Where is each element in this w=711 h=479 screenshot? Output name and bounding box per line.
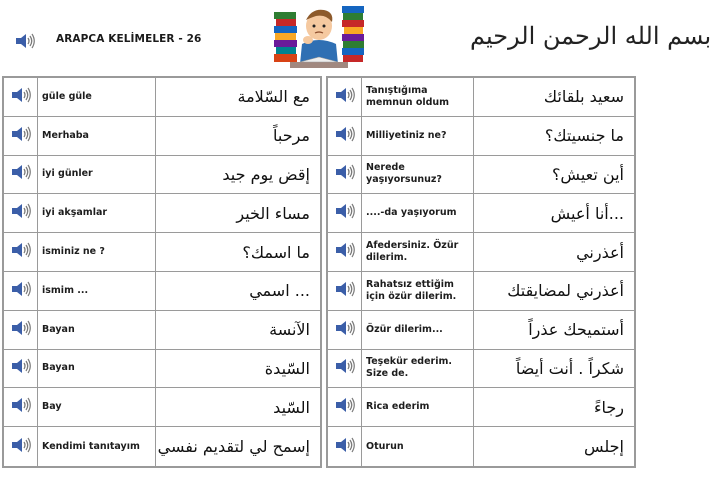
table-row	[328, 311, 634, 350]
turkish-phrase: Tanıştığıma memnun oldum	[366, 84, 450, 108]
audio-cell	[4, 233, 38, 271]
arabic-phrase: مع السّلامة	[237, 87, 310, 107]
turkish-phrase: Özür dilerim...	[366, 323, 443, 335]
basmala-calligraphy: بسم الله الرحمن الرحيم	[470, 22, 711, 50]
speaker-icon[interactable]	[10, 395, 32, 419]
audio-cell	[328, 388, 362, 426]
table-row	[328, 350, 634, 389]
arabic-cell	[474, 156, 632, 194]
audio-cell	[328, 350, 362, 388]
turkish-phrase: Rahatsız ettiğim için özür dilerim.	[366, 278, 457, 302]
turkish-phrase: ismim ...	[42, 284, 89, 296]
turkish-cell	[362, 272, 474, 310]
arabic-cell	[474, 311, 632, 349]
speaker-icon[interactable]	[10, 85, 32, 109]
table-row	[328, 272, 634, 311]
speaker-icon[interactable]	[10, 356, 32, 380]
audio-cell	[4, 194, 38, 232]
audio-cell	[4, 156, 38, 194]
table-row	[4, 350, 320, 389]
audio-cell	[4, 350, 38, 388]
speaker-icon[interactable]	[10, 201, 32, 225]
table-row	[4, 156, 320, 195]
turkish-cell	[362, 311, 474, 349]
turkish-cell	[38, 194, 156, 232]
table-row	[4, 194, 320, 233]
arabic-phrase: ما اسمك؟	[242, 242, 310, 262]
turkish-phrase: Rica ederim	[366, 401, 430, 413]
turkish-phrase: iyi günler	[42, 168, 93, 180]
arabic-phrase: أعذرني لمضايقتك	[507, 281, 624, 301]
arabic-phrase: مرحباً	[273, 126, 310, 146]
speaker-icon[interactable]	[334, 395, 356, 419]
page-title: ARAPCA KELİMELER - 26	[56, 33, 202, 45]
turkish-cell	[38, 427, 156, 466]
turkish-cell	[38, 388, 156, 426]
arabic-cell	[156, 388, 318, 426]
arabic-phrase: إسمح لي لتقديم نفسي	[157, 437, 310, 457]
turkish-cell	[362, 78, 474, 116]
arabic-cell	[156, 156, 318, 194]
speaker-icon[interactable]	[334, 124, 356, 148]
speaker-icon[interactable]	[334, 240, 356, 264]
table-row	[4, 427, 320, 466]
table-row	[328, 233, 634, 272]
turkish-phrase: güle güle	[42, 90, 92, 102]
turkish-cell	[362, 156, 474, 194]
speaker-icon[interactable]	[334, 356, 356, 380]
arabic-phrase: مساء الخير	[236, 203, 310, 223]
speaker-icon[interactable]	[334, 435, 356, 459]
turkish-phrase: Bayan	[42, 362, 75, 374]
arabic-phrase: الآنسة	[269, 320, 310, 340]
speaker-icon[interactable]	[10, 124, 32, 148]
arabic-cell	[156, 427, 318, 466]
arabic-cell	[156, 78, 318, 116]
audio-cell	[328, 194, 362, 232]
arabic-phrase: شكراً . أنت أيضاً	[515, 358, 624, 378]
arabic-cell	[474, 194, 632, 232]
speaker-icon[interactable]	[334, 162, 356, 186]
arabic-cell	[156, 350, 318, 388]
turkish-phrase: ....-da yaşıyorum	[366, 207, 457, 219]
audio-cell	[4, 78, 38, 116]
speaker-icon[interactable]	[334, 85, 356, 109]
table-row	[4, 388, 320, 427]
speaker-icon[interactable]	[10, 318, 32, 342]
vocab-table-right	[326, 76, 636, 468]
audio-cell	[328, 78, 362, 116]
audio-cell	[4, 117, 38, 155]
arabic-phrase: السّيد	[273, 397, 310, 417]
speaker-icon[interactable]	[334, 279, 356, 303]
turkish-phrase: Kendimi tanıtayım	[42, 440, 140, 452]
table-row	[4, 311, 320, 350]
arabic-phrase: ما جنسيتك؟	[544, 126, 624, 146]
table-row	[328, 156, 634, 195]
table-row	[4, 117, 320, 156]
audio-cell	[4, 272, 38, 310]
table-row	[4, 272, 320, 311]
arabic-cell	[474, 350, 632, 388]
speaker-icon[interactable]	[10, 435, 32, 459]
audio-cell	[328, 156, 362, 194]
audio-cell	[4, 388, 38, 426]
arabic-phrase: ... اسمي	[249, 281, 310, 301]
speaker-icon[interactable]	[14, 31, 36, 51]
arabic-cell	[474, 117, 632, 155]
turkish-phrase: iyi akşamlar	[42, 207, 108, 219]
speaker-icon[interactable]	[10, 240, 32, 264]
audio-cell	[4, 311, 38, 349]
arabic-phrase: سعيد بلقائك	[543, 87, 624, 107]
speaker-icon[interactable]	[10, 162, 32, 186]
table-row	[328, 388, 634, 427]
arabic-cell	[474, 233, 632, 271]
audio-cell	[328, 427, 362, 466]
turkish-cell	[38, 272, 156, 310]
arabic-cell	[474, 388, 632, 426]
audio-cell	[328, 117, 362, 155]
arabic-cell	[156, 272, 318, 310]
turkish-phrase: Merhaba	[42, 129, 89, 141]
arabic-phrase: أعذرني	[576, 242, 624, 262]
turkish-cell	[38, 156, 156, 194]
table-row	[328, 427, 634, 466]
student-with-books-icon	[272, 2, 366, 72]
table-row	[328, 78, 634, 117]
turkish-phrase: Milliyetiniz ne?	[366, 129, 447, 141]
arabic-phrase: أين تعيش؟	[551, 164, 624, 184]
arabic-cell	[474, 427, 632, 466]
header	[0, 0, 711, 74]
turkish-phrase: Teşekür ederim. Size de.	[366, 356, 452, 380]
arabic-phrase: السّيدة	[264, 358, 310, 378]
turkish-cell	[362, 233, 474, 271]
turkish-phrase: Oturun	[366, 440, 404, 452]
audio-cell	[328, 233, 362, 271]
table-row	[4, 233, 320, 272]
turkish-cell	[362, 194, 474, 232]
turkish-cell	[362, 350, 474, 388]
turkish-phrase: Bay	[42, 401, 62, 413]
speaker-icon[interactable]	[334, 201, 356, 225]
turkish-cell	[362, 117, 474, 155]
turkish-cell	[38, 117, 156, 155]
arabic-cell	[156, 194, 318, 232]
arabic-phrase: رجاءً	[593, 397, 624, 417]
arabic-cell	[156, 311, 318, 349]
table-row	[328, 194, 634, 233]
turkish-cell	[38, 311, 156, 349]
arabic-cell	[474, 272, 632, 310]
turkish-cell	[38, 233, 156, 271]
turkish-cell	[362, 427, 474, 466]
audio-cell	[328, 272, 362, 310]
turkish-phrase: isminiz ne ?	[42, 246, 105, 258]
turkish-phrase: Nerede yaşıyorsunuz?	[366, 162, 442, 186]
turkish-cell	[362, 388, 474, 426]
arabic-cell	[474, 78, 632, 116]
turkish-phrase: Bayan	[42, 323, 75, 335]
arabic-phrase: ...أنا أعيش	[550, 203, 624, 223]
arabic-phrase: إقض يوم جيد	[222, 164, 310, 184]
speaker-icon[interactable]	[10, 279, 32, 303]
arabic-cell	[156, 233, 318, 271]
arabic-cell	[156, 117, 318, 155]
arabic-phrase: أستميحك عذراً	[528, 320, 624, 340]
table-row	[328, 117, 634, 156]
audio-cell	[328, 311, 362, 349]
turkish-cell	[38, 78, 156, 116]
speaker-icon[interactable]	[334, 318, 356, 342]
turkish-cell	[38, 350, 156, 388]
arabic-phrase: إجلس	[583, 437, 624, 457]
vocab-table-left	[2, 76, 322, 468]
audio-cell	[4, 427, 38, 466]
turkish-phrase: Afedersiniz. Özür dilerim.	[366, 240, 459, 264]
table-row	[4, 78, 320, 117]
